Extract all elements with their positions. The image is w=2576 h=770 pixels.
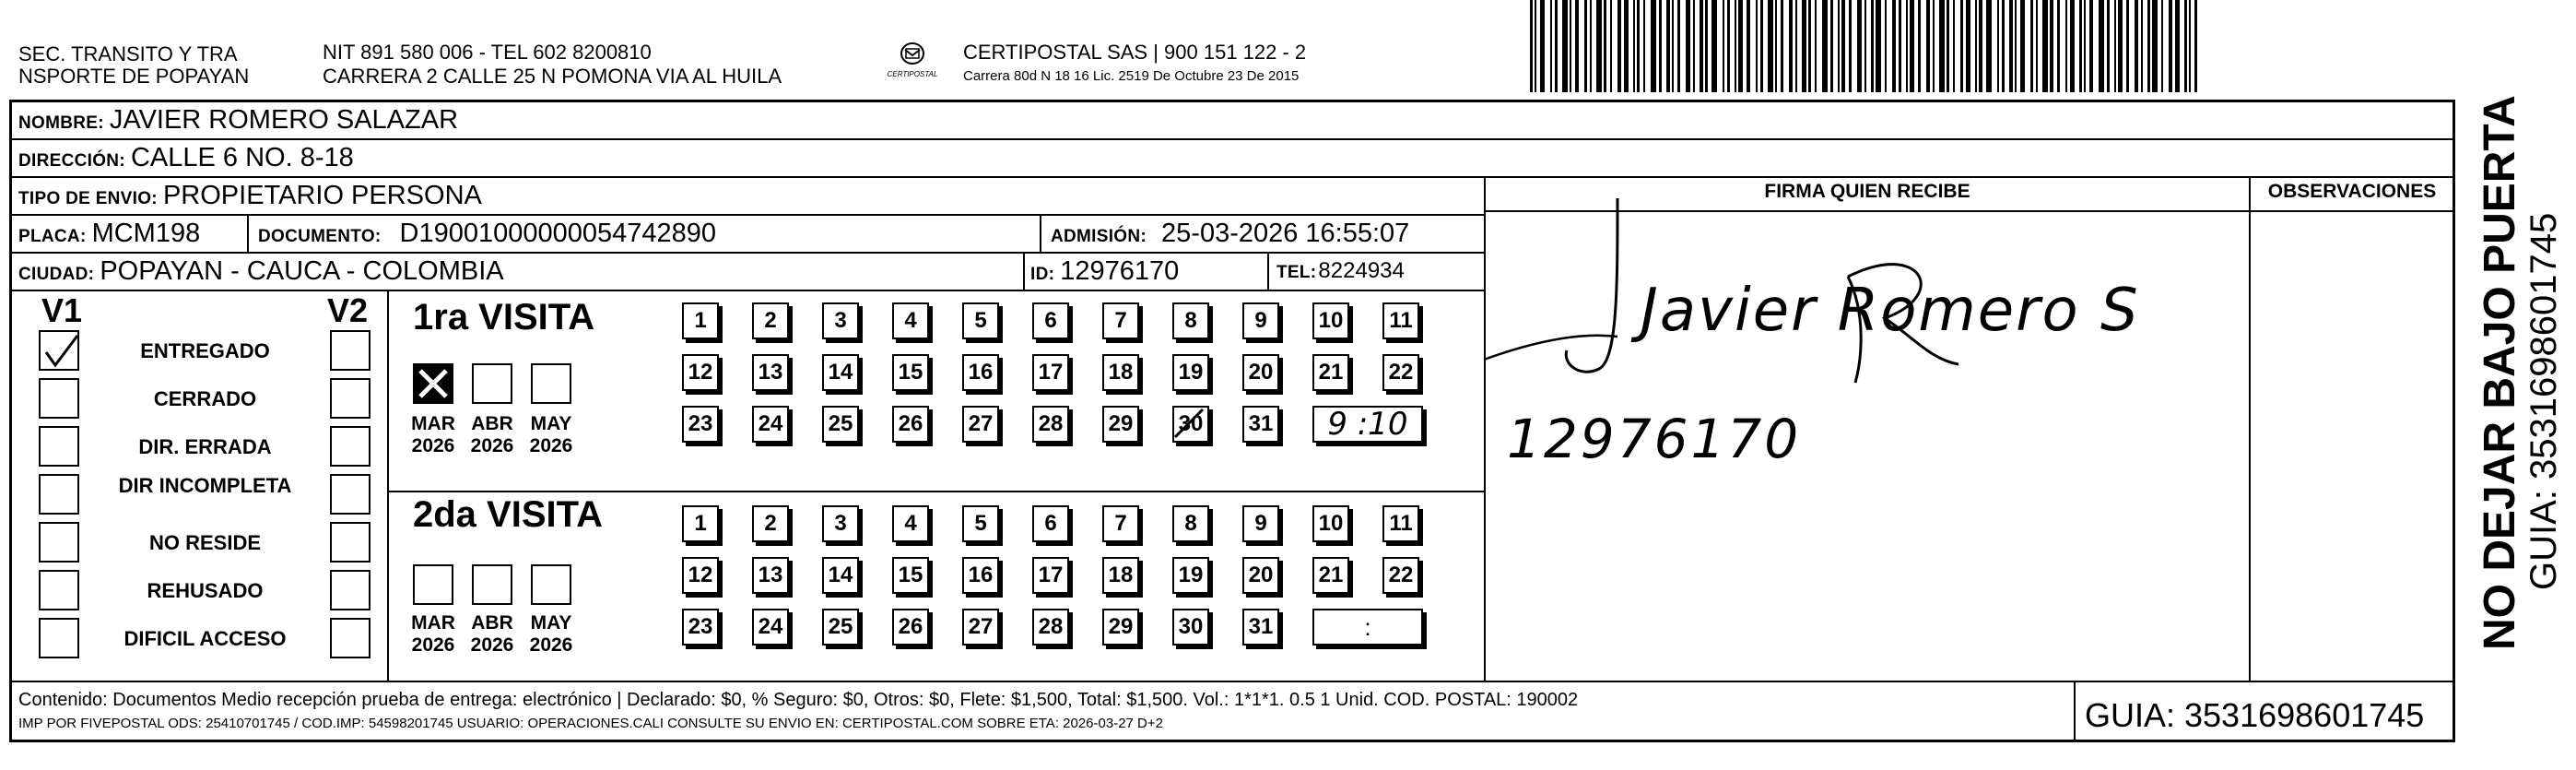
barcode-bar xyxy=(2141,0,2143,92)
company-license: Carrera 80d N 18 16 Lic. 2519 De Octubre 23 De 2015 xyxy=(963,68,1300,84)
barcode-bar xyxy=(1899,0,1901,92)
v2-checkbox[interactable] xyxy=(330,570,371,610)
documento-row xyxy=(258,219,716,249)
barcode-bar xyxy=(1747,0,1750,92)
barcode-bar xyxy=(2118,0,2123,92)
footer-guia: GUIA: 3531698601745 xyxy=(2085,696,2425,734)
barcode-bar xyxy=(1979,0,1982,92)
v2-checkbox[interactable] xyxy=(330,378,371,419)
second-visit-day-box[interactable]: 9 xyxy=(1242,505,1279,542)
barcode-bar xyxy=(1590,0,1592,92)
admision-value: 25-03-2026 16:55:07 xyxy=(1161,219,1410,248)
second-visit-day-box[interactable]: 27 xyxy=(962,609,999,646)
barcode-bar xyxy=(2057,0,2060,92)
first-visit-day-box[interactable]: 23 xyxy=(682,406,719,443)
placa-label: PLACA: xyxy=(18,227,87,246)
second-visit-day-box[interactable]: 4 xyxy=(892,505,929,542)
id-label: ID: xyxy=(1030,265,1055,284)
placa-row xyxy=(18,219,200,249)
ciudad-value: POPAYAN - CAUCA - COLOMBIA xyxy=(100,256,504,286)
signature-area xyxy=(1479,175,2253,498)
second-visit-day-box[interactable]: 12 xyxy=(682,557,719,594)
id-value: 12976170 xyxy=(1060,256,1180,286)
no-dejar-bajo-puerta: NO DEJAR BAJO PUERTA xyxy=(2476,95,2524,650)
first-visit-day-box[interactable]: 2 xyxy=(752,302,789,339)
barcode-bar xyxy=(2189,0,2191,92)
divider xyxy=(2074,681,2076,742)
status-label: DIR INCOMPLETA xyxy=(118,474,292,497)
certipostal-logo xyxy=(880,37,945,92)
divider xyxy=(387,491,1484,492)
tipo-envio-value: PROPIETARIO PERSONA xyxy=(162,181,482,210)
barcode-bar xyxy=(2030,0,2033,92)
tipo-envio-row xyxy=(18,181,482,211)
barcode-bar xyxy=(2020,0,2025,92)
handwritten-id: 12976170 xyxy=(1507,408,1802,470)
status-label: DIR. ERRADA xyxy=(138,435,272,458)
second-visit-day-box[interactable]: 11 xyxy=(1382,505,1419,542)
barcode-bar xyxy=(1540,0,1545,92)
second-visit-day-box[interactable]: 15 xyxy=(892,557,929,594)
barcode-bar xyxy=(1933,0,1935,92)
barcode-bar xyxy=(1693,0,1695,92)
barcode-bar xyxy=(1584,0,1587,92)
barcode-bar xyxy=(2099,0,2104,92)
ciudad-row xyxy=(18,256,504,287)
barcode-bar xyxy=(1643,0,1645,92)
barcode-bar xyxy=(1700,0,1703,92)
barcode-bar xyxy=(1775,0,1777,92)
direccion-row xyxy=(18,143,354,173)
divider xyxy=(9,214,1484,216)
v1-label: V1 xyxy=(41,291,83,329)
second-visit-day-box[interactable]: 20 xyxy=(1242,557,1279,594)
company-name: CERTIPOSTAL SAS | 900 151 122 - 2 xyxy=(963,41,1307,64)
barcode-bar xyxy=(2161,0,2163,92)
first-visit-day-box[interactable]: 30 xyxy=(1172,406,1209,443)
barcode-bar xyxy=(1789,0,1793,92)
second-visit-day-box[interactable]: 17 xyxy=(1032,557,1069,594)
barcode-bar xyxy=(2015,0,2017,92)
status-label: NO RESIDE xyxy=(148,531,262,554)
v2-checkbox[interactable] xyxy=(330,618,371,658)
v1-checkbox[interactable] xyxy=(39,426,79,467)
barcode-bar xyxy=(1617,0,1621,92)
barcode-bar xyxy=(1822,0,1828,92)
second-visit-day-box[interactable]: 16 xyxy=(962,557,999,594)
v1-checkbox[interactable] xyxy=(39,522,79,563)
divider xyxy=(1267,252,1269,290)
tracking-barcode xyxy=(1530,0,2286,92)
first-visit-day-box[interactable]: 6 xyxy=(1032,302,1069,339)
second-visit-day-box[interactable]: 31 xyxy=(1242,609,1279,646)
barcode-bar xyxy=(1815,0,1817,92)
divider xyxy=(1023,252,1025,290)
divider xyxy=(9,681,2455,682)
first-visit-day-box[interactable]: 24 xyxy=(752,406,789,443)
footer-print-line: IMP POR FIVEPOSTAL ODS: 25410701745 / COD.IMP: 54598201745 USUARIO: OPERACIONES.CALI CONSULTE SU ENVIO EN: CERTIPOSTAL.COM SOBRE ETA: 2026-03-27 D+2 xyxy=(18,716,1163,731)
envelope-logo-icon xyxy=(880,37,945,92)
v2-checkbox[interactable] xyxy=(330,426,371,467)
sender-address: CARRERA 2 CALLE 25 N POMONA VIA AL HUILA xyxy=(323,65,782,88)
barcode-bar xyxy=(1555,0,1558,92)
documento-value: D19001000000054742890 xyxy=(399,219,717,248)
second-visit-day-box[interactable]: 23 xyxy=(682,609,719,646)
barcode-bar xyxy=(1550,0,1552,92)
barcode-bar xyxy=(1570,0,1571,92)
first-visit-day-box[interactable]: 15 xyxy=(892,354,929,391)
second-visit-day-box[interactable]: 19 xyxy=(1172,557,1209,594)
second-visit-day-box[interactable]: 29 xyxy=(1102,609,1139,646)
status-label: DIFICIL ACCESO xyxy=(124,627,287,650)
first-visit-day-box[interactable]: 29 xyxy=(1102,406,1139,443)
direccion-label: DIRECCIÓN: xyxy=(18,151,125,171)
direccion-value: CALLE 6 NO. 8-18 xyxy=(130,143,354,172)
barcode-bar xyxy=(1953,0,1955,92)
barcode-bar xyxy=(2152,0,2158,92)
barcode-bar xyxy=(1857,0,1862,92)
first-visit-title: 1ra VISITA xyxy=(413,297,595,338)
barcode-bar xyxy=(1562,0,1568,92)
second-visit-day-box[interactable]: 22 xyxy=(1382,557,1419,594)
nombre-row xyxy=(18,105,458,136)
barcode-bar xyxy=(1768,0,1773,92)
second-visit-title: 2da VISITA xyxy=(413,494,603,535)
logo-text: CERTIPOSTAL xyxy=(887,70,938,78)
observaciones-header: OBSERVACIONES xyxy=(2267,181,2437,202)
status-label: CERRADO xyxy=(153,387,257,410)
second-visit-day-box[interactable]: 5 xyxy=(962,505,999,542)
second-visit-day-box[interactable]: 26 xyxy=(892,609,929,646)
first-visit-day-box[interactable]: 19 xyxy=(1172,354,1209,391)
first-visit-day-box[interactable]: 16 xyxy=(962,354,999,391)
divider xyxy=(1040,214,1041,252)
second-visit-day-box[interactable]: 7 xyxy=(1102,505,1139,542)
v2-checkbox[interactable] xyxy=(330,474,371,515)
second-visit-day-box[interactable]: 28 xyxy=(1032,609,1069,646)
first-visit-day-box[interactable]: 5 xyxy=(962,302,999,339)
barcode-bar xyxy=(1677,0,1680,92)
admision-row xyxy=(1051,219,1409,249)
first-visit-month-mar-checkbox[interactable] xyxy=(413,363,453,404)
documento-label: DOCUMENTO: xyxy=(258,227,382,246)
first-visit-day-box[interactable]: 28 xyxy=(1032,406,1069,443)
nombre-label: NOMBRE: xyxy=(18,113,104,133)
first-visit-day-box[interactable]: 1 xyxy=(682,302,719,339)
barcode-bar xyxy=(1738,0,1743,92)
barcode-bar xyxy=(1760,0,1763,92)
divider xyxy=(247,214,249,252)
first-visit-day-box[interactable]: 8 xyxy=(1172,302,1209,339)
v2-label: V2 xyxy=(327,291,369,329)
second-visit-day-box[interactable]: 8 xyxy=(1172,505,1209,542)
barcode-bar xyxy=(1637,0,1640,92)
barcode-bar xyxy=(2079,0,2082,92)
barcode-bar xyxy=(2126,0,2129,92)
first-visit-day-box[interactable]: 12 xyxy=(682,354,719,391)
barcode-bar xyxy=(2194,0,2197,92)
barcode-bar xyxy=(1723,0,1724,92)
firma-header: FIRMA QUIEN RECIBE xyxy=(1764,181,1970,202)
barcode-bar xyxy=(1849,0,1852,92)
barcode-bar xyxy=(1841,0,1845,92)
barcode-bar xyxy=(1997,0,1999,92)
barcode-bar xyxy=(1530,0,1533,92)
placa-value: MCM198 xyxy=(91,219,201,248)
barcode-bar xyxy=(1781,0,1783,92)
first-visit-day-box[interactable]: 14 xyxy=(822,354,859,391)
barcode-bar xyxy=(2070,0,2075,92)
barcode-bar xyxy=(1864,0,1866,92)
side-guia: GUIA: 3531698601745 xyxy=(2523,212,2564,590)
barcode-bar xyxy=(1705,0,1708,92)
nombre-value: JAVIER ROMERO SALAZAR xyxy=(109,105,459,135)
first-visit-day-box[interactable]: 17 xyxy=(1032,354,1069,391)
barcode-bar xyxy=(1947,0,1949,92)
divider xyxy=(9,290,1484,291)
second-visit-day-box[interactable]: 30 xyxy=(1172,609,1209,646)
barcode-bar xyxy=(1624,0,1629,92)
v1-checkbox[interactable] xyxy=(39,330,79,371)
barcode-bar xyxy=(1975,0,1977,92)
barcode-bar xyxy=(1604,0,1606,92)
tel-label: TEL: xyxy=(1276,263,1317,282)
barcode-bar xyxy=(1633,0,1635,92)
barcode-bar xyxy=(2065,0,2067,92)
barcode-bar xyxy=(2184,0,2187,92)
barcode-bar xyxy=(2009,0,2013,92)
first-visit-day-box[interactable]: 10 xyxy=(1312,302,1349,339)
barcode-bar xyxy=(1711,0,1717,92)
first-visit-day-box[interactable]: 25 xyxy=(822,406,859,443)
barcode-bar xyxy=(2089,0,2093,92)
barcode-bar xyxy=(1727,0,1730,92)
v1-checkbox[interactable] xyxy=(39,474,79,515)
first-visit-day-box[interactable]: 21 xyxy=(1312,354,1349,391)
second-visit-day-box[interactable]: 25 xyxy=(822,609,859,646)
first-visit-day-box[interactable]: 18 xyxy=(1102,354,1139,391)
first-visit-day-box[interactable]: 11 xyxy=(1382,302,1419,339)
first-visit-month-label: MAR 2026 xyxy=(411,413,455,456)
v1-checkbox[interactable] xyxy=(39,618,79,658)
barcode-bar xyxy=(2107,0,2110,92)
v2-checkbox[interactable] xyxy=(330,330,371,371)
barcode-bar xyxy=(1808,0,1811,92)
first-visit-month-label: ABR 2026 xyxy=(470,413,514,456)
barcode-bar xyxy=(2169,0,2172,92)
first-visit-month-label: MAY 2026 xyxy=(529,413,573,456)
second-visit-day-box[interactable]: 10 xyxy=(1312,505,1349,542)
first-visit-day-box[interactable]: 20 xyxy=(1242,354,1279,391)
barcode-bar xyxy=(1802,0,1806,92)
first-visit-day-box[interactable]: 22 xyxy=(1382,354,1419,391)
barcode-bar xyxy=(2114,0,2116,92)
barcode-bar xyxy=(1651,0,1656,92)
tel-row xyxy=(1276,258,1405,284)
barcode-bar xyxy=(2002,0,2005,92)
barcode-bar xyxy=(1906,0,1908,92)
first-visit-day-box[interactable]: 4 xyxy=(892,302,929,339)
first-visit-day-box[interactable]: 26 xyxy=(892,406,929,443)
second-visit-day-box[interactable]: 13 xyxy=(752,557,789,594)
second-visit-month-mar-checkbox[interactable] xyxy=(413,564,453,605)
barcode-bar xyxy=(2175,0,2180,92)
barcode-bar xyxy=(1892,0,1896,92)
barcode-bar xyxy=(2050,0,2053,92)
second-visit-day-box[interactable]: 1 xyxy=(682,505,719,542)
admision-label: ADMISIÓN: xyxy=(1051,227,1147,246)
barcode-bar xyxy=(1610,0,1612,92)
barcode-bar xyxy=(1830,0,1833,92)
barcode-bar xyxy=(1986,0,1992,92)
second-visit-month-may-checkbox[interactable] xyxy=(531,564,571,605)
barcode-bar xyxy=(1666,0,1670,92)
second-visit-month-abr-checkbox[interactable] xyxy=(472,564,512,605)
second-visit-month-label: MAR 2026 xyxy=(411,612,455,656)
second-visit-day-box[interactable]: 2 xyxy=(752,505,789,542)
barcode-bar xyxy=(1686,0,1690,92)
barcode-bar xyxy=(1966,0,1970,92)
barcode-bar xyxy=(1876,0,1881,92)
second-visit-day-box[interactable]: 21 xyxy=(1312,557,1349,594)
first-visit-month-abr-checkbox[interactable] xyxy=(472,363,512,404)
barcode-bar xyxy=(1659,0,1662,92)
barcode-bar xyxy=(2135,0,2138,92)
barcode-bar xyxy=(1672,0,1674,92)
tel-value: 8224934 xyxy=(1318,258,1405,283)
v1-checkbox[interactable] xyxy=(39,570,79,610)
sender-name-line2: NSPORTE DE POPAYAN xyxy=(18,65,250,88)
barcode-bar xyxy=(1596,0,1602,92)
barcode-bar xyxy=(1885,0,1887,92)
barcode-bar xyxy=(2084,0,2086,92)
barcode-bar xyxy=(2147,0,2150,92)
handwritten-signature: Javier Romero S xyxy=(1641,277,2140,345)
barcode-bar xyxy=(2036,0,2038,92)
barcode-bar xyxy=(1871,0,1874,92)
second-visit-day-box[interactable]: 6 xyxy=(1032,505,1069,542)
first-visit-month-may-checkbox[interactable] xyxy=(531,363,571,404)
first-visit-day-box[interactable]: 13 xyxy=(752,354,789,391)
barcode-bar xyxy=(1735,0,1736,92)
barcode-bar xyxy=(1939,0,1945,92)
status-label: ENTREGADO xyxy=(140,339,270,362)
barcode-bar xyxy=(1918,0,1921,92)
second-visit-day-box[interactable]: 24 xyxy=(752,609,789,646)
second-visit-day-box[interactable]: 18 xyxy=(1102,557,1139,594)
footer-content-line: Contenido: Documentos Medio recepción prueba de entrega: electrónico | Declarado: $0, % Seguro: $0, Otros: $0, Flete: $1,500, Total: $1,500. Vol.: 1*1*1. 0.5 1 Unid. COD. POSTAL: 190002 xyxy=(18,690,1579,710)
barcode-bar xyxy=(1960,0,1963,92)
sender-nit: NIT 891 580 006 - TEL 602 8200810 xyxy=(323,41,652,64)
barcode-bar xyxy=(1535,0,1536,92)
first-visit-day-box[interactable]: 3 xyxy=(822,302,859,339)
barcode-bar xyxy=(1910,0,1914,92)
tipo-envio-label: TIPO DE ENVIO: xyxy=(18,189,158,208)
first-visit-day-box[interactable]: 31 xyxy=(1242,406,1279,443)
barcode-bar xyxy=(1575,0,1579,92)
barcode-bar xyxy=(1795,0,1797,92)
second-visit-month-label: MAY 2026 xyxy=(529,612,573,656)
barcode-bar xyxy=(1756,0,1758,92)
first-visit-day-box[interactable]: 9 xyxy=(1242,302,1279,339)
second-visit-time-box[interactable]: : xyxy=(1312,609,1423,646)
barcode-bar xyxy=(2042,0,2048,92)
second-visit-day-box[interactable]: 14 xyxy=(822,557,859,594)
barcode-bar xyxy=(1926,0,1930,92)
first-visit-day-box[interactable]: 7 xyxy=(1102,302,1139,339)
divider xyxy=(9,138,2455,140)
second-visit-day-box[interactable]: 3 xyxy=(822,505,859,542)
second-visit-month-label: ABR 2026 xyxy=(470,612,514,656)
barcode-bar xyxy=(1838,0,1840,92)
v2-checkbox[interactable] xyxy=(330,522,371,563)
first-visit-time-box[interactable]: 9 :10 xyxy=(1312,406,1423,443)
divider xyxy=(387,290,389,681)
ciudad-label: CIUDAD: xyxy=(18,265,95,284)
divider xyxy=(9,252,1484,254)
v1-checkbox[interactable] xyxy=(39,378,79,419)
id-row xyxy=(1030,256,1179,287)
sender-name-line1: SEC. TRANSITO Y TRA xyxy=(18,42,238,65)
first-visit-day-box[interactable]: 27 xyxy=(962,406,999,443)
status-label: REHUSADO xyxy=(147,579,264,602)
